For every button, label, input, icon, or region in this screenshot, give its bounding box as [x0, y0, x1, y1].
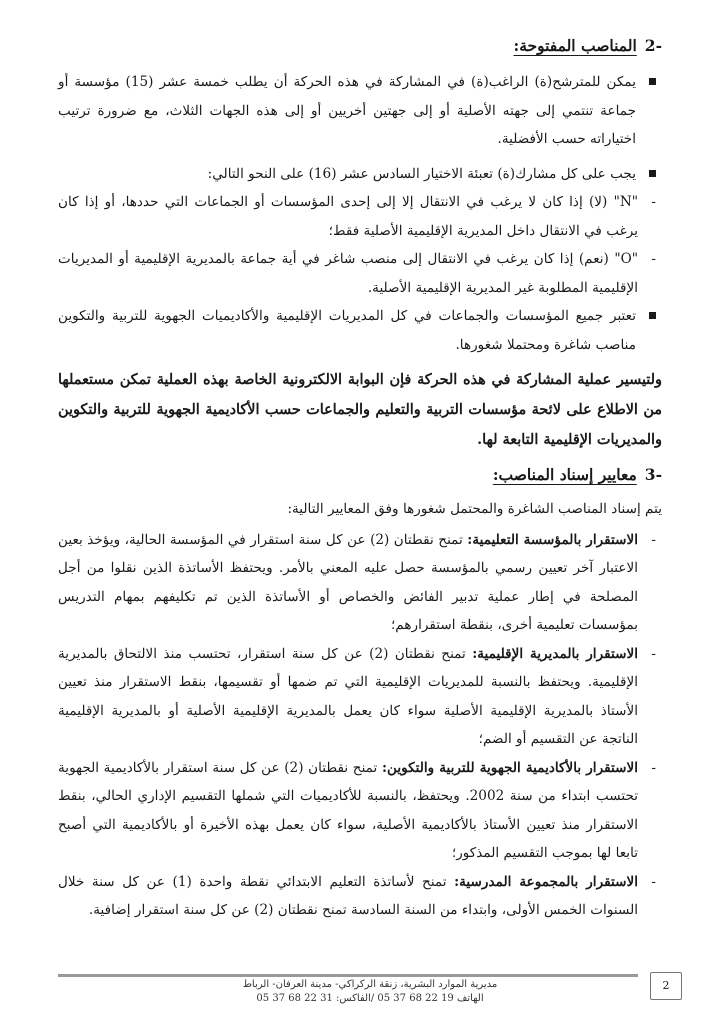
- bullet-text: يجب على كل مشارك(ة) تعبئة الاختيار السادس عشر (16) على النحو التالي:: [207, 165, 636, 182]
- bullet-text: يمكن للمترشح(ة) الراغب(ة) في المشاركة في هذه الحركة أن يطلب خمسة عشر (15) مؤسسة أو جماعة تنتمي إلى جهته الأصلية أو إلى جهتين أخريين أو إلى هذه الجهات الثلاث، مع ضرورة ترتيب اختياراته حسب الأفضلية.: [58, 74, 636, 147]
- criterion-lead: الاستقرار بالمديرية الإقليمية:: [472, 645, 638, 662]
- dash-marker-icon: -: [651, 645, 656, 662]
- dash-item: [58, 245, 662, 302]
- criterion-text: تمنح لأساتذة التعليم الابتدائي نقطة واحدة (1) عن كل سنة خلال السنوات الخمس الأولى، وابتداء من السنة السادسة تمنح نقطتان (2) عن كل سنة استقرار إضافية.: [58, 873, 638, 918]
- dash-marker-icon: -: [651, 251, 656, 267]
- bullet-item: [58, 302, 662, 359]
- square-bullet-icon: [649, 170, 656, 177]
- dash-item: [58, 188, 662, 245]
- square-bullet-icon: [649, 312, 656, 319]
- bullet-item: [58, 68, 662, 154]
- section-3-heading: [58, 459, 662, 491]
- page-number: 2: [650, 972, 682, 1000]
- criterion-item: [58, 868, 662, 925]
- criterion-item: [58, 754, 662, 868]
- square-bullet-icon: [649, 78, 656, 85]
- bullet-text: تعتبر جميع المؤسسات والجماعات في كل المديريات الإقليمية والأكاديميات الجهوية للتربية والتكوين مناصب شاغرة ومحتملا شغورها.: [58, 308, 636, 353]
- footer-address: مديرية الموارد البشرية، زنقة الركراكي- مدينة العرفان- الرباط: [242, 979, 498, 990]
- dash-text: "O" (نعم) إذا كان يرغب في الانتقال إلى منصب شاغر في أية جماعة بالمديرية الإقليمية أو المديريات الإقليمية المطلوبة غير المديرية الإقليمية الأصلية.: [58, 251, 638, 296]
- criterion-text: تمنح نقطتان (2) عن كل سنة استقرار بالأكاديمية الجهوية تحتسب ابتداء من سنة 2002. ويحتفظ، بالنسبة للأكاديميات التي شملها التقسيم الإداري الحالي، بنقط الاستقرار منذ تعيين الأستاذ بالأكاديمية الأصلية، سواء كان يعمل بهذه الأخيرة أو بالأكاديمية التي أصبح تابعا لها بموجب التقسيم المذكور؛: [58, 759, 638, 861]
- footer-divider: [58, 974, 638, 977]
- criterion-lead: الاستقرار بالأكاديمية الجهوية للتربية والتكوين:: [381, 759, 638, 776]
- bullet-item: [58, 160, 662, 189]
- dash-marker-icon: -: [651, 759, 656, 776]
- section-2-number: -2: [644, 36, 662, 55]
- criterion-lead: الاستقرار بالمجموعة المدرسية:: [454, 873, 638, 890]
- dash-marker-icon: -: [651, 531, 656, 548]
- footer: [190, 978, 550, 1006]
- section-2-heading: [58, 30, 662, 62]
- dash-text: "N" (لا) إذا كان لا يرغب في الانتقال إلا إلى إحدى المؤسسات أو الجماعات التي حددها، أو إذا كان يرغب في الانتقال داخل المديرية الإقليمية الأصلية فقط؛: [58, 194, 638, 239]
- criterion-text: تمنح نقطتان (2) عن كل سنة استقرار، تحتسب منذ الالتحاق بالمديرية الإقليمية. ويحتفظ بالنسبة للمديريات الإقليمية التي تم ضمها أو تقسيمها، بنقط الاستقرار منذ تعيين الأستاذ بالمديرية الإقليمية الأصلية سواء كان يعمل بالمديرية الإقليمية الأصلية أو بالمديرية الإقليمية الناتجة عن التقسيم أو الضم؛: [58, 645, 638, 747]
- criterion-lead: الاستقرار بالمؤسسة التعليمية:: [467, 531, 638, 548]
- criterion-item: [58, 640, 662, 754]
- section-3-intro: يتم إسناد المناصب الشاغرة والمحتمل شغورها وفق المعايير التالية:: [287, 501, 662, 517]
- section-3-number: -3: [644, 465, 662, 484]
- criterion-text: تمنح نقطتان (2) عن كل سنة استقرار في المؤسسة الحالية، ويؤخذ بعين الاعتبار آخر تعيين رسمي بالمؤسسة حصل عليه المعني بالأمر. ويحتفظ الأساتذة الذين نقلوا من أجل المصلحة في إطار عملية تدبير الفائض والخصاص أو الأساتذة الذين تم تكليفهم بمهام التدريس بمؤسسات تعليمية أخرى، بنقطة استقرارهم؛: [58, 531, 638, 633]
- portal-paragraph: ولتيسير عملية المشاركة في هذه الحركة فإن البوابة الالكترونية الخاصة بهذه العملية تمكن مستعملها من الاطلاع على لائحة مؤسسات التربية والتعليم والجماعات حسب الأكاديمية الجهوية للتربية والتكوين والمديريات الإقليمية التابعة لها.: [58, 371, 662, 448]
- section-3-title: معايير إسناد المناصب:: [492, 465, 637, 484]
- dash-marker-icon: -: [651, 194, 656, 210]
- criterion-item: [58, 526, 662, 640]
- dash-marker-icon: -: [651, 873, 656, 890]
- footer-contact: الهاتف 19 22 68 37 05 /الفاكس: 31 22 68 37 05: [256, 993, 484, 1004]
- section-2-title: المناصب المفتوحة:: [513, 36, 637, 55]
- page-content: [58, 30, 662, 925]
